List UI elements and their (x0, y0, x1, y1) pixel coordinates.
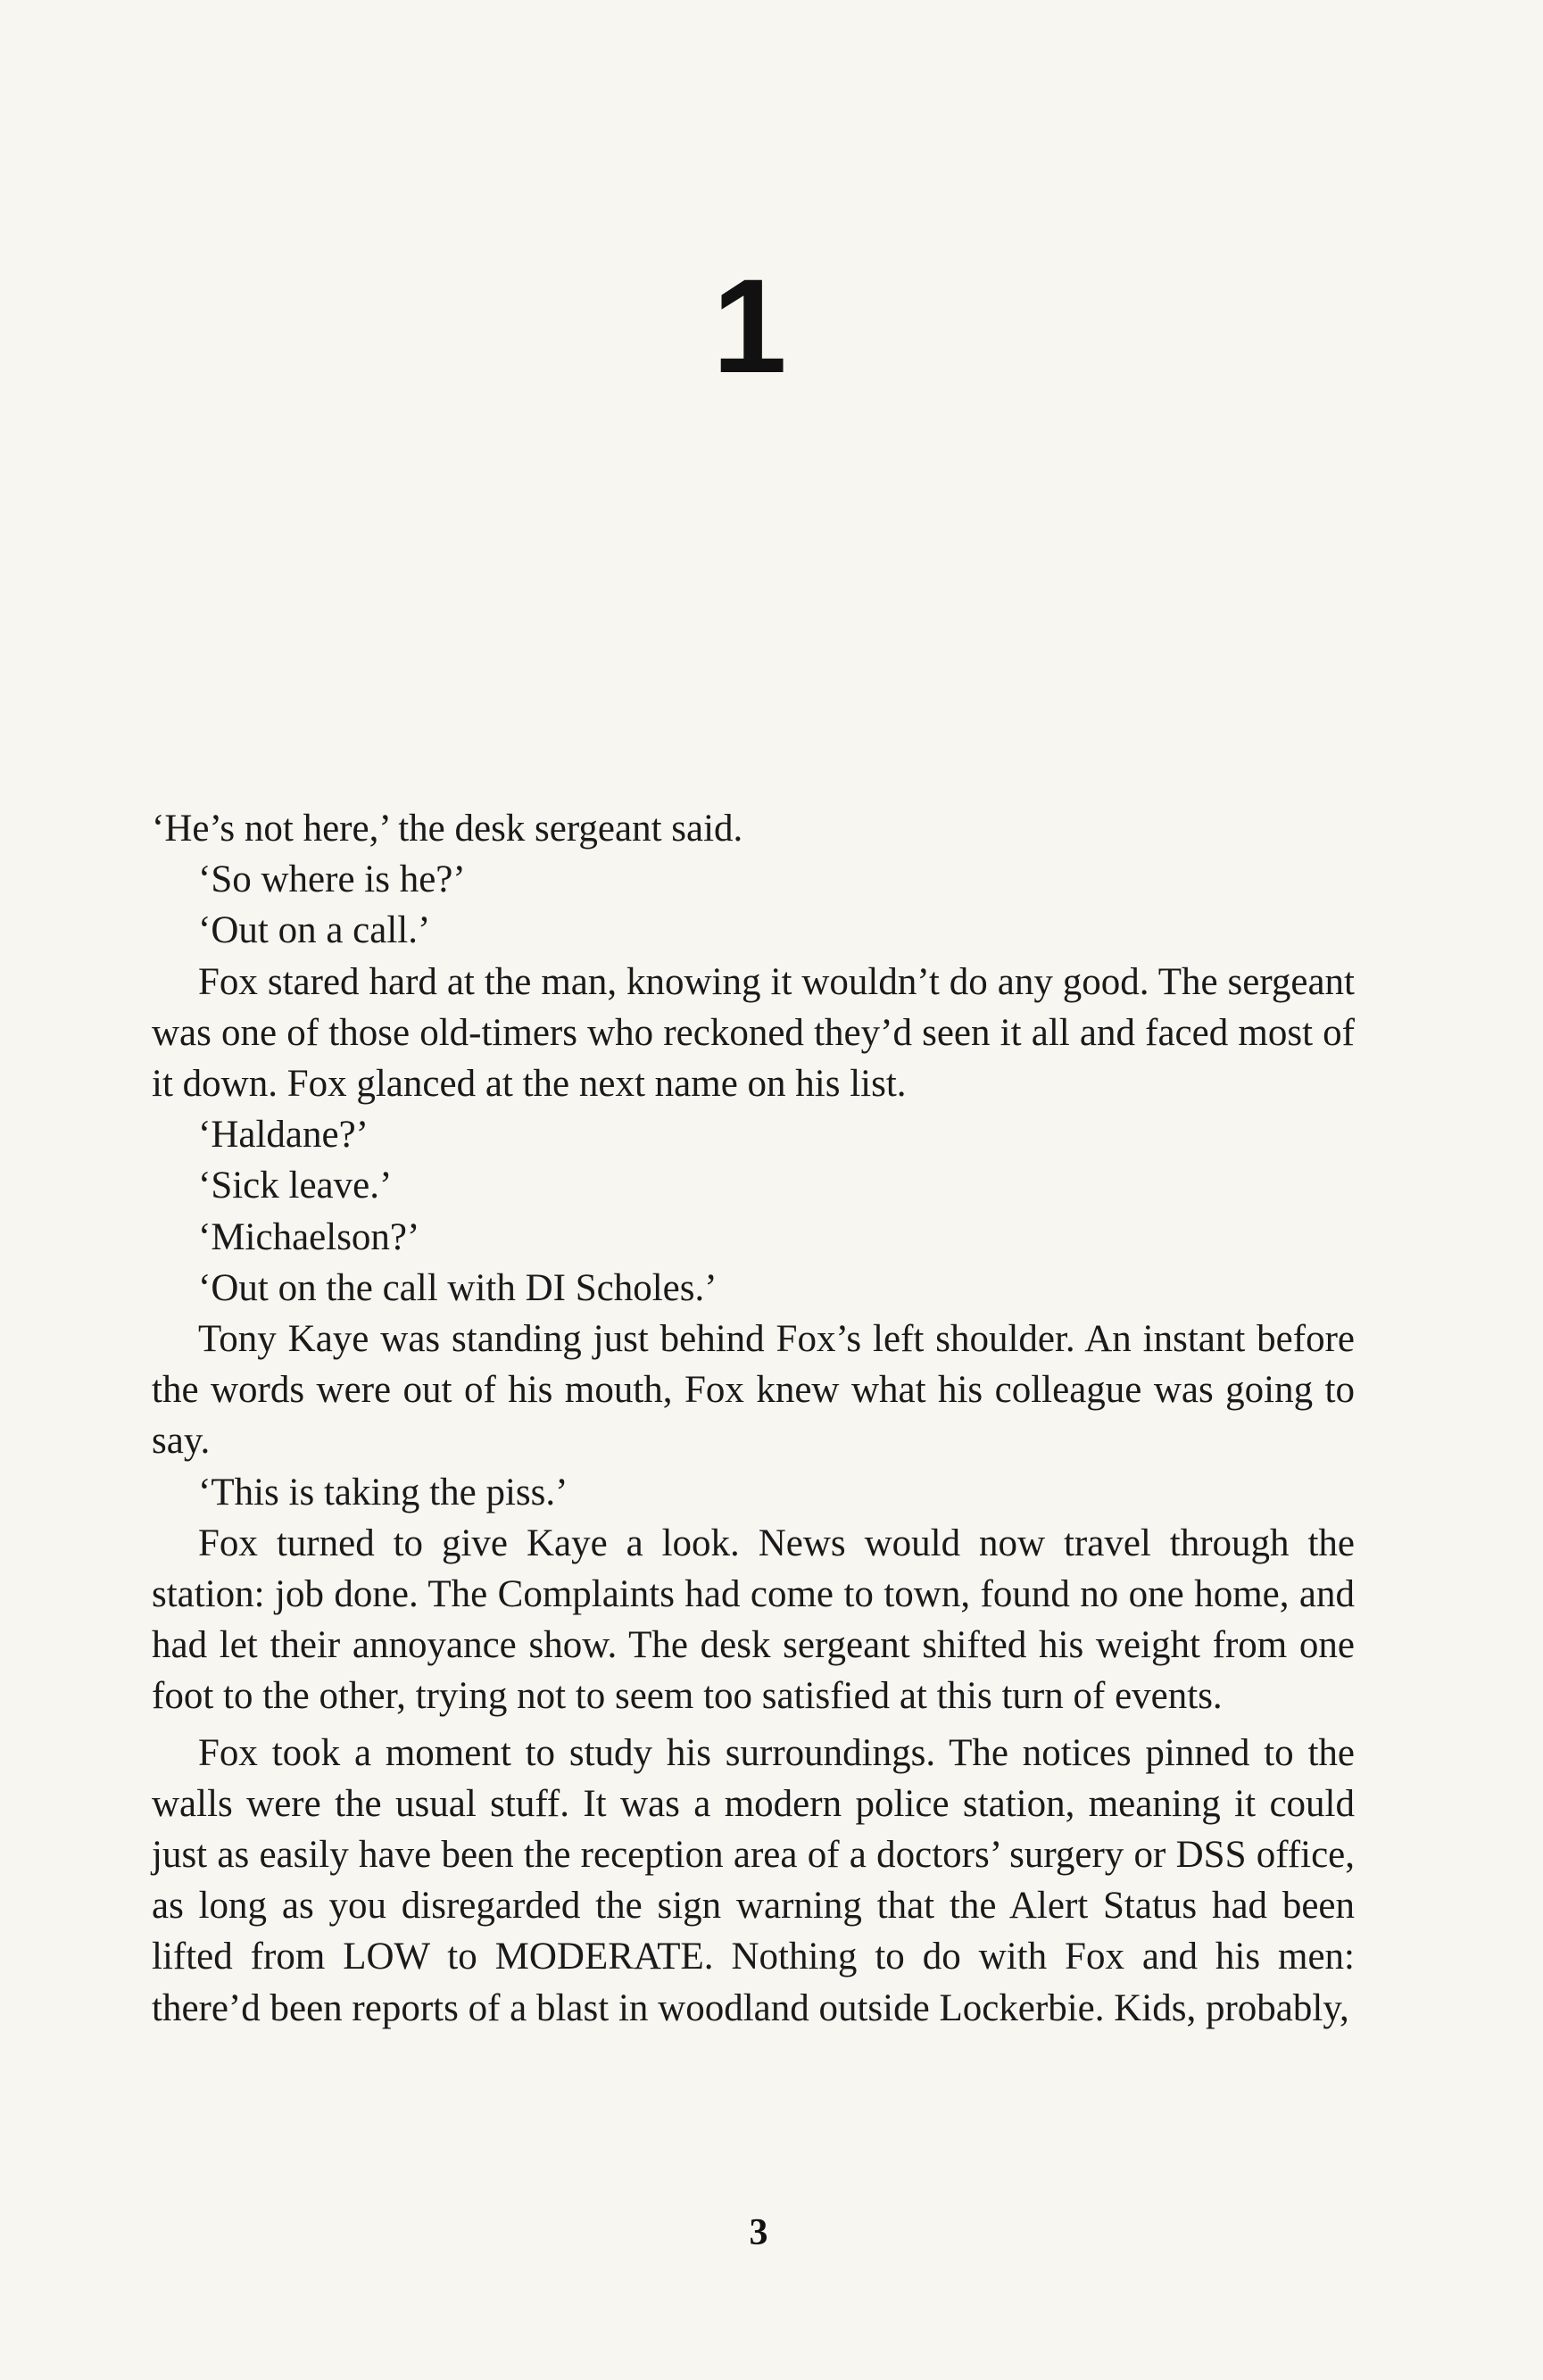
paragraph: ‘Michaelson?’ (198, 1215, 420, 1258)
paragraph: ‘Out on the call with DI Scholes.’ (198, 1266, 718, 1309)
paragraph: Fox stared hard at the man, knowing it wouldn’t do any good. The sergeant was one of those old-timers who reckoned they’d seen it all and faced most of it down. Fox glanced at the next name on his list. (152, 960, 1355, 1106)
paragraph: ‘Haldane?’ (198, 1114, 369, 1157)
paragraph: Tony Kaye was standing just behind Fox’s left shoulder. An instant before the words were out of his mouth, Fox knew what his colleague was going to say. (152, 1318, 1355, 1463)
chapter-number: 1 (712, 251, 787, 401)
paragraph: ‘Sick leave.’ (198, 1165, 393, 1207)
paragraph: Fox turned to give Kaye a look. News would now travel through the station: job done. The Complaints had come to town, found no one home, and had let their annoyance show. The desk sergeant shifted his weight from one foot to the other, trying not to seem too satisfied at this turn of events. (152, 1522, 1355, 1718)
body-text (152, 803, 1355, 2034)
paragraph: ‘Out on a call.’ (198, 909, 431, 952)
paragraph: ‘This is taking the piss.’ (198, 1471, 568, 1513)
paragraph: ‘So where is he?’ (198, 858, 466, 901)
paragraph: Fox took a moment to study his surroundings. The notices pinned to the walls were the usual stuff. It was a modern police station, meaning it could just as easily have been the reception area of a doctors’ surgery or DSS office, as long as you disregarded the sign warning that the Alert Status had been lifted from LOW to MODERATE. Nothing to do with Fox and his men: there’d been reports of a blast in woodland outside Lockerbie. Kids, probably, (152, 1731, 1355, 2029)
paragraph: ‘He’s not here,’ the desk sergeant said. (152, 808, 743, 850)
page-number: 3 (749, 2212, 768, 2253)
